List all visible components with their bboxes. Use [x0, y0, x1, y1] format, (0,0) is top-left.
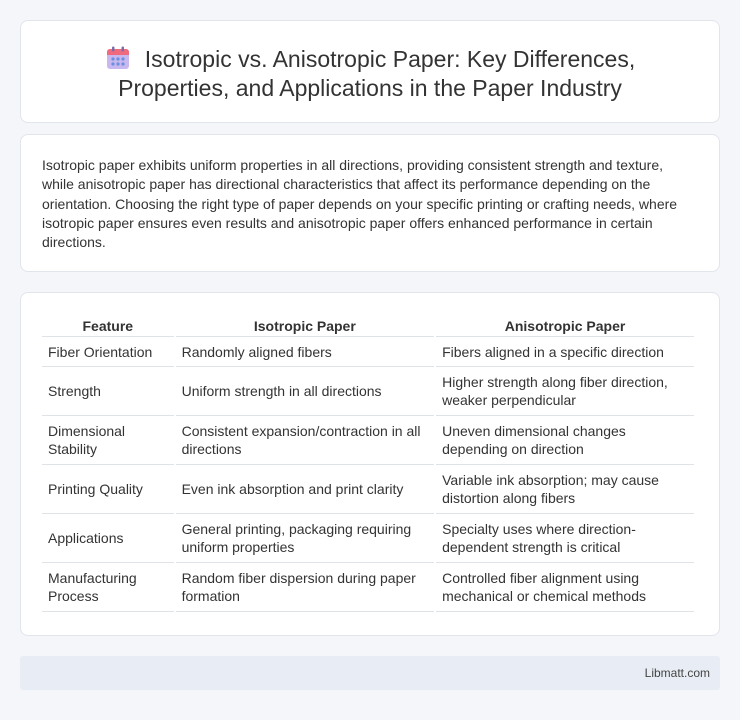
footer-brand-link[interactable]: Libmatt.com — [644, 666, 710, 680]
table-row — [42, 465, 694, 514]
anisotropic-cell: Fibers aligned in a specific direction — [436, 337, 694, 367]
table-row — [42, 367, 694, 416]
isotropic-cell: Randomly aligned fibers — [176, 337, 435, 367]
page-title-text: Isotropic vs. Anisotropic Paper: Key Differences, Properties, and Applications in the Paper Industry — [118, 46, 636, 101]
header-isotropic: Isotropic Paper — [176, 311, 435, 337]
isotropic-cell: Uniform strength in all directions — [176, 367, 435, 416]
feature-cell: Strength — [42, 367, 174, 416]
anisotropic-cell: Specialty uses where direction-dependent strength is critical — [436, 514, 694, 563]
anisotropic-cell: Uneven dimensional changes depending on direction — [436, 416, 694, 465]
table-header-row — [42, 311, 694, 337]
title-card — [20, 20, 720, 123]
calendar-icon — [105, 46, 131, 70]
header-feature: Feature — [42, 311, 174, 337]
feature-cell: Fiber Orientation — [42, 337, 174, 367]
comparison-table — [40, 311, 696, 612]
isotropic-cell: Even ink absorption and print clarity — [176, 465, 435, 514]
table-row — [42, 563, 694, 612]
table-row — [42, 416, 694, 465]
page-title — [61, 45, 679, 103]
isotropic-cell: General printing, packaging requiring uniform properties — [176, 514, 435, 563]
intro-paragraph: Isotropic paper exhibits uniform properties in all directions, providing consistent strength and texture, while anisotropic paper has directional characteristics that affect its performance depending on the orientation. Choosing the right type of paper depends on your specific printing or crafting needs, where isotropic paper ensures even results and anisotropic paper offers enhanced performance in certain directions. — [42, 157, 678, 251]
table-row — [42, 337, 694, 367]
anisotropic-cell: Higher strength along fiber direction, weaker perpendicular — [436, 367, 694, 416]
isotropic-cell: Consistent expansion/contraction in all directions — [176, 416, 435, 465]
table-row — [42, 514, 694, 563]
intro-card — [20, 134, 720, 272]
footer — [20, 656, 720, 690]
header-anisotropic: Anisotropic Paper — [436, 311, 694, 337]
anisotropic-cell: Variable ink absorption; may cause distortion along fibers — [436, 465, 694, 514]
feature-cell: Applications — [42, 514, 174, 563]
comparison-table-card — [20, 292, 720, 636]
isotropic-cell: Random fiber dispersion during paper formation — [176, 563, 435, 612]
feature-cell: Manufacturing Process — [42, 563, 174, 612]
feature-cell: Printing Quality — [42, 465, 174, 514]
anisotropic-cell: Controlled fiber alignment using mechanical or chemical methods — [436, 563, 694, 612]
feature-cell: Dimensional Stability — [42, 416, 174, 465]
